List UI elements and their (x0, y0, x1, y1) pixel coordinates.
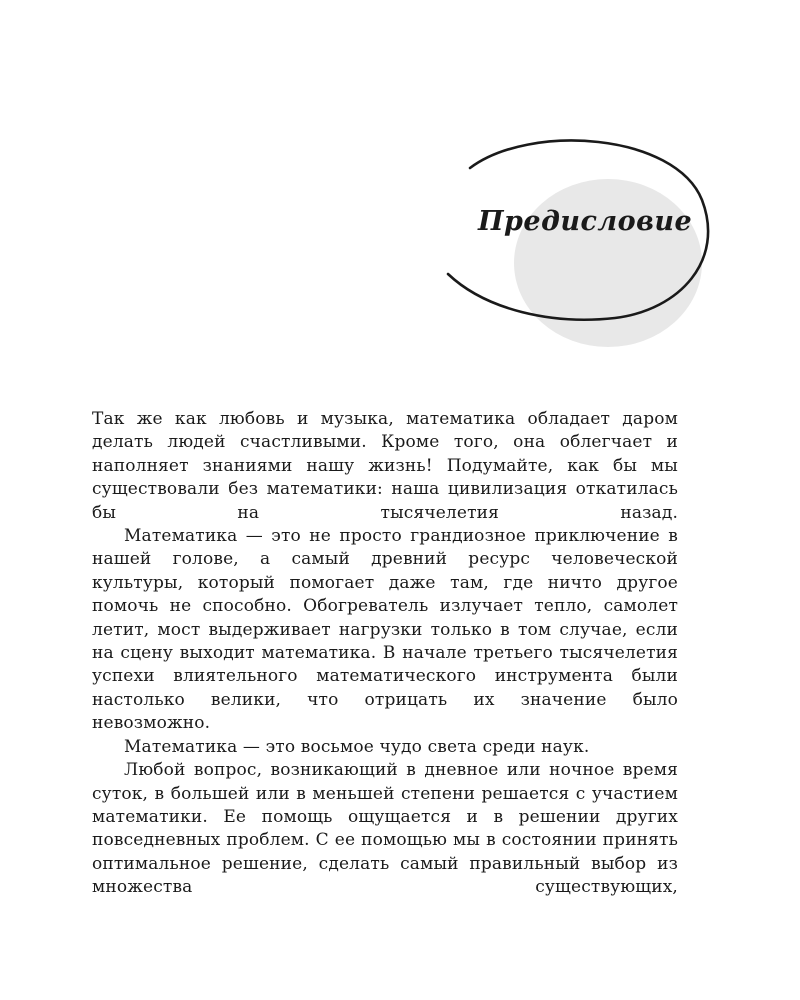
chapter-title: Предисловие (478, 206, 693, 237)
paragraph: Любой вопрос, возникающий в дневное или ночное время суток, в большей или в меньшей степени решается с участием математики. Ее помощь ощущается и в решении других повседневных проблем. С ее помощью мы в состоянии принять оптимальное решение, сделать самый правильный выбор из множества существующих, (92, 760, 678, 898)
paragraph: Математика — это не просто грандиозное приключение в нашей голове, а самый древний ресурс человеческой культуры, который помогает даже там, где ничто другое помочь не способно. Обогреватель излучает тепло, самолет летит, мост выдерживает нагрузки только в том случае, если на сцену выходит математика. В начале третьего тысячелетия успехи влиятельного математического инструмента были настолько велики, что отрицать их значение было невозможно. (92, 526, 678, 734)
chapter-heading (440, 138, 720, 353)
paragraph: Так же как любовь и музыка, математика обладает даром делать людей счастливыми. Кроме того, она облегчает и наполняет знаниями нашу жизнь! Подумайте, как бы мы существовали без математики: наша цивилизация откатилась бы на тысячелетия назад. (92, 409, 678, 523)
preface-body (92, 408, 678, 900)
ornament-disc (514, 179, 702, 347)
chapter-ornament (440, 138, 720, 353)
paragraph: Математика — это восьмое чудо света среди наук. (124, 736, 590, 757)
